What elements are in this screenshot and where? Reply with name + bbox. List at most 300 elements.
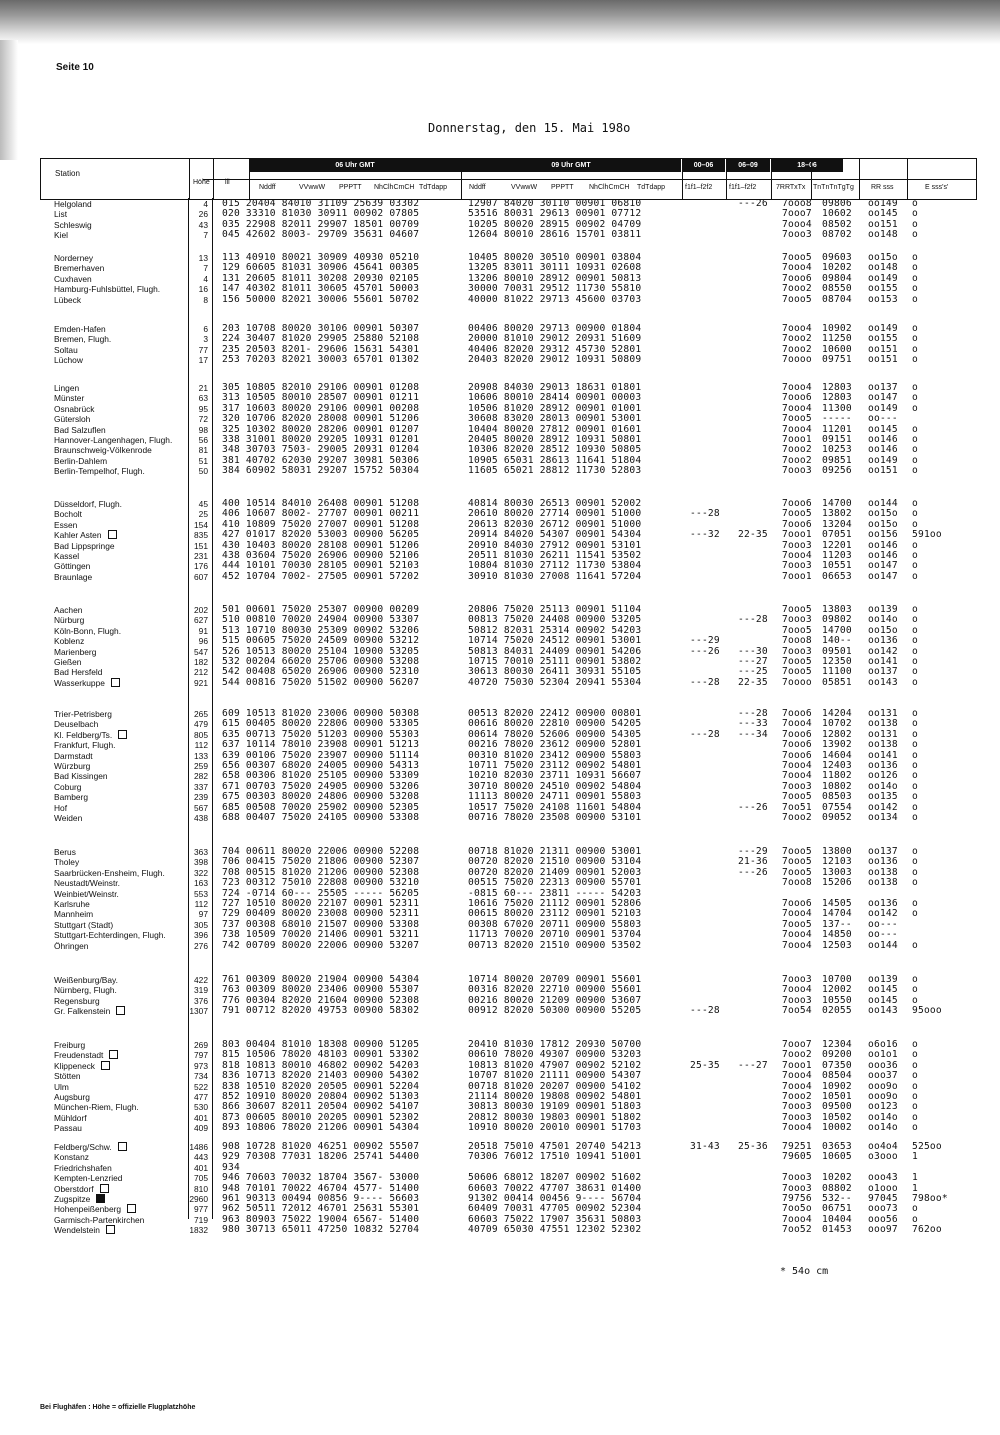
header-station: Station [55, 169, 80, 178]
tn-tg: 09802 [822, 614, 852, 626]
group-06-09: 06–09 [726, 159, 770, 172]
obs-06-utc: 224 30407 81020 29905 25880 52108 [222, 333, 420, 345]
station-height: 154 [194, 519, 208, 530]
e-sss: 1 [912, 1151, 918, 1163]
e-sss: o [912, 518, 918, 530]
station-label: Konstanz [54, 1152, 89, 1163]
station-label: Weinbiet/Weinstr. [54, 888, 119, 899]
tn-tg: 10700 [822, 974, 852, 985]
rr-sss: oo143 [868, 676, 898, 688]
station-height: 13 [198, 253, 208, 263]
obs-09-utc: 10616 75020 21112 00901 52806 [468, 898, 642, 909]
obs-09-utc: 30608 83020 28013 00901 53001 [468, 413, 642, 425]
tn-tg: 09501 [822, 645, 852, 657]
obs-06-utc: 961 90313 00494 00856 9---- 56603 [222, 1193, 420, 1204]
tn-tg: 10501 [822, 1091, 852, 1102]
wind-00-06: ---28 [690, 1005, 720, 1017]
tn-tg: 10902 [822, 323, 852, 334]
obs-06-utc: 035 22908 82011 29907 18501 00709 [222, 218, 420, 230]
e-sss: o [912, 604, 918, 615]
obs-09-utc: 11605 65021 28812 11730 52803 [468, 465, 642, 477]
tn-tg: 09804 [822, 272, 852, 284]
obs-09-utc: 00515 75020 22313 00900 55701 [468, 877, 642, 889]
obs-09-utc: 10404 80020 27812 00901 01601 [468, 423, 642, 435]
tn-tg: 11203 [822, 550, 852, 561]
tn-tg: 05851 [822, 676, 852, 688]
tn-tg: 09256 [822, 465, 852, 477]
filled-square-icon [96, 1194, 105, 1203]
obs-09-utc: 30000 70031 29512 11730 55810 [468, 283, 642, 295]
e-sss: o [912, 856, 918, 868]
tn-tg: 10550 [822, 994, 852, 1006]
e-sss: o [912, 402, 918, 414]
station-height: 63 [198, 393, 208, 404]
station-label: Mühldorf [54, 1112, 87, 1123]
obs-09-utc: 21114 80020 19808 00902 54801 [468, 1091, 642, 1102]
tn-tg: 09500 [822, 1101, 852, 1113]
tn-tg: 09851 [822, 454, 852, 466]
obs-09-utc: 40000 81022 29713 45600 03703 [468, 293, 642, 305]
obs-09-utc: 00316 82020 22710 00900 55601 [468, 984, 642, 996]
station-height: 202 [194, 605, 208, 615]
tn-tg: 07350 [822, 1059, 852, 1071]
e-sss: o [912, 708, 918, 719]
station-height: 56 [198, 435, 208, 445]
e-sss: o [912, 208, 918, 220]
rr-tx: 7oooo [782, 676, 812, 688]
station-label: List [54, 209, 68, 220]
obs-06-utc: 156 50000 82021 30006 55601 50702 [222, 293, 420, 305]
rr-sss: oo15o [868, 518, 898, 530]
tn-tg: 12201 [822, 539, 852, 551]
obs-09-utc: 50812 82031 25314 00902 54203 [468, 624, 642, 636]
obs-09-utc: 40709 65030 47551 12302 52302 [468, 1224, 642, 1236]
obs-09-utc: 10714 75020 24512 00901 53001 [468, 635, 642, 647]
header-nhclcmch: NhClhCmCH [374, 184, 415, 191]
wind-06-09: ---34 [738, 728, 768, 740]
station-label: München-Riem, Flugh. [54, 1102, 139, 1113]
rr-sss: oo126 [868, 770, 898, 782]
e-sss: o [912, 1203, 918, 1215]
rr-tx: 7ooo5 [782, 293, 812, 305]
obs-09-utc: 20610 80020 27714 00901 51000 [468, 508, 642, 520]
obs-09-utc: 00720 82020 21510 00900 53104 [468, 856, 642, 868]
tn-tg: 14604 [822, 749, 852, 761]
footnote: * 54o cm [780, 1266, 829, 1277]
rr-tx: 7ooo3 [782, 465, 812, 477]
obs-06-utc: 675 00303 80020 24806 00900 53208 [222, 791, 420, 803]
obs-06-utc: 637 10114 78010 23908 00901 51213 [222, 739, 420, 751]
tn-tg: 08502 [822, 218, 852, 230]
obs-06-utc: 815 10506 78020 48103 00901 53302 [222, 1049, 420, 1061]
obs-06-utc: 320 10706 82020 28008 00901 51206 [222, 413, 420, 425]
station-height: 627 [194, 615, 208, 626]
obs-09-utc: 00718 81020 21311 00900 53001 [468, 846, 642, 857]
rr-tx: 7ooo4 [782, 382, 812, 393]
tn-tg: 08503 [822, 791, 852, 803]
obs-06-utc: 203 10708 80020 30106 00901 50307 [222, 323, 420, 334]
obs-09-utc: 30710 80020 24510 00902 54804 [468, 780, 642, 792]
obs-09-utc: 10506 81020 28912 00901 01001 [468, 402, 642, 414]
obs-09-utc: 20000 81010 29012 20931 51609 [468, 333, 642, 345]
obs-06-utc: 384 60902 58031 29207 15752 50304 [222, 465, 420, 477]
wind-06-09: 21-36 [738, 856, 768, 868]
station-height: 363 [194, 847, 208, 857]
header-tdapp: TdTdapp [419, 184, 448, 191]
tn-tg: 12803 [822, 392, 852, 404]
e-sss: o [912, 283, 918, 295]
station-height: 719 [194, 1214, 208, 1225]
rr-sss: oo151 [868, 343, 898, 355]
station-label: Weiden [54, 813, 83, 823]
obs-09-utc: 00216 80020 21209 00900 53607 [468, 994, 642, 1006]
tn-tg: 10605 [822, 1151, 852, 1163]
rr-tx: 7ooo6 [782, 749, 812, 761]
e-sss: o [912, 1111, 918, 1123]
obs-09-utc: 20518 75010 47501 20740 54213 [468, 1141, 642, 1152]
obs-09-utc: 20403 82020 29012 10931 50809 [468, 354, 642, 366]
tn-tg: 08802 [822, 1182, 852, 1194]
obs-06-utc: 305 10805 82010 29106 00901 01208 [222, 382, 420, 393]
rr-tx: 7ooo3 [782, 645, 812, 657]
obs-09-utc: 20914 84020 54307 00901 54304 [468, 529, 642, 541]
station-height: 133 [194, 750, 208, 761]
rr-tx: 7ooo6 [782, 518, 812, 530]
rr-sss: oo142 [868, 645, 898, 657]
rr-sss: oo1o1 [868, 1049, 898, 1061]
e-sss: o [912, 354, 918, 366]
station-height: 17 [198, 355, 208, 366]
station-label: Feldberg/Schw. [54, 1142, 112, 1152]
e-sss: o [912, 1213, 918, 1225]
station-height: 151 [194, 540, 208, 551]
rr-sss: oo145 [868, 208, 898, 220]
obs-09-utc: 10405 80020 30510 00901 03804 [468, 252, 642, 263]
station-height: 163 [194, 878, 208, 889]
obs-09-utc: 20812 80030 19803 00901 51802 [468, 1111, 642, 1123]
station-label: Berus [54, 847, 76, 857]
station-height: 805 [194, 729, 208, 740]
tn-tg: 09151 [822, 434, 852, 445]
e-sss: o [912, 1080, 918, 1092]
station-height: 231 [194, 551, 208, 561]
square-icon [101, 1061, 110, 1070]
obs-06-utc: 400 10514 84010 26408 00901 51208 [222, 498, 420, 509]
header-ppptt: PPPTT [339, 184, 362, 191]
rr-sss: ooo97 [868, 1224, 898, 1236]
wind-06-09: ---26 [738, 866, 768, 878]
rr-sss: 97045 [868, 1193, 898, 1204]
e-sss: o [912, 343, 918, 355]
rr-sss: oo138 [868, 718, 898, 730]
tn-tg: 11300 [822, 402, 852, 414]
rr-tx: 7ooo4 [782, 423, 812, 435]
rr-tx: 7ooo3 [782, 539, 812, 551]
rr-sss: oo148 [868, 229, 898, 241]
obs-06-utc: 338 31001 80020 29205 10931 01201 [222, 434, 420, 445]
obs-09-utc: 30613 80030 26411 30931 55105 [468, 666, 642, 678]
tn-tg: 09603 [822, 252, 852, 263]
rr-sss: oo136 [868, 635, 898, 647]
station-label: Stuttgart-Echterdingen, Flugh. [54, 930, 166, 941]
obs-06-utc: 410 10809 75020 27007 00901 51208 [222, 518, 420, 530]
square-icon [118, 730, 127, 739]
tn-tg: ----- [822, 413, 852, 425]
obs-06-utc: 763 00309 80020 23406 00900 55307 [222, 984, 420, 996]
obs-09-utc: 53516 80031 29613 00901 07712 [468, 208, 642, 220]
obs-09-utc: 30813 80030 19109 00901 51803 [468, 1101, 642, 1113]
rr-sss: oo--- [868, 413, 898, 425]
rr-sss: oo145 [868, 984, 898, 996]
e-sss: o [912, 624, 918, 636]
station-label: Augsburg [54, 1092, 90, 1102]
obs-09-utc: 20613 82030 26712 00901 51000 [468, 518, 642, 530]
station-label: Nürnberg, Flugh. [54, 985, 117, 996]
tn-tg: 01453 [822, 1224, 852, 1236]
obs-06-utc: 515 00605 75020 24509 00900 53212 [222, 635, 420, 647]
station-label: Trier-Petrisberg [54, 709, 112, 719]
rr-sss: oo144 [868, 498, 898, 509]
rr-sss: oo15o [868, 624, 898, 636]
obs-09-utc: 00614 78020 52606 00900 54305 [468, 728, 642, 740]
rr-sss: oo--- [868, 929, 898, 941]
obs-09-utc: 20806 75020 25113 00901 51104 [468, 604, 642, 615]
rr-tx: 7ooo3 [782, 1101, 812, 1113]
tn-tg: 06653 [822, 570, 852, 582]
station-height: 77 [198, 344, 208, 355]
obs-06-utc: 738 10509 70020 21406 00901 53211 [222, 929, 420, 941]
rr-tx: 7oo51 [782, 801, 812, 813]
obs-06-utc: 742 00709 80020 22006 00900 53207 [222, 939, 420, 951]
rr-tx: 7ooo6 [782, 898, 812, 909]
obs-06-utc: 729 00409 80020 23008 00900 52311 [222, 908, 420, 920]
square-icon [111, 678, 120, 687]
obs-09-utc: 70306 76012 17510 10941 51001 [468, 1151, 642, 1163]
obs-06-utc: 818 10813 80010 46802 00902 54203 [222, 1059, 420, 1071]
e-sss: o [912, 423, 918, 435]
e-sss: o [912, 252, 918, 263]
station-label: Öhringen [54, 940, 89, 951]
station-height: 705 [194, 1173, 208, 1184]
obs-09-utc: 10910 80020 20010 00901 51703 [468, 1122, 642, 1134]
wind-06-09: 25-36 [738, 1141, 768, 1152]
obs-09-utc: 12604 80010 28616 15701 03811 [468, 229, 642, 241]
tn-tg: 10902 [822, 1080, 852, 1092]
rr-tx: 7ooo5 [782, 856, 812, 868]
obs-09-utc: 10210 82030 23711 10931 56607 [468, 770, 642, 782]
station-label: Tholey [54, 857, 80, 868]
header-hoehe: Höhe [193, 179, 210, 186]
obs-06-utc: 866 30607 82011 20504 00902 54107 [222, 1101, 420, 1113]
rr-tx: 7ooo2 [782, 1049, 812, 1061]
station-height: 81 [198, 445, 208, 456]
wind-00-06: ---28 [690, 508, 720, 520]
tn-tg: 13902 [822, 739, 852, 751]
station-height: 477 [194, 1092, 208, 1102]
station-label: Kempten-Lenzried [54, 1173, 123, 1184]
station-height: 4 [203, 199, 208, 209]
header-e-sss: E sss's' [925, 184, 949, 191]
rr-tx: 7ooo4 [782, 984, 812, 996]
rr-tx: 7ooo7 [782, 1039, 812, 1050]
station-height: 50 [198, 466, 208, 477]
wind-06-09: 22-35 [738, 676, 768, 688]
rr-sss: oo153 [868, 293, 898, 305]
e-sss: o [912, 760, 918, 771]
rr-tx: 7ooo3 [782, 974, 812, 985]
obs-09-utc: 12907 84020 30110 00901 06810 [468, 198, 642, 209]
e-sss: o [912, 728, 918, 740]
station-height: 977 [194, 1204, 208, 1215]
rr-sss: oo143 [868, 1005, 898, 1017]
station-label: Bamberg [54, 792, 88, 803]
station-label: Saarbrücken-Ensheim, Flugh. [54, 867, 165, 878]
rr-tx: 7ooo5 [782, 791, 812, 803]
obs-09-utc: 00718 81020 20207 00900 54102 [468, 1080, 642, 1092]
tn-tg: 10702 [822, 718, 852, 730]
rr-sss: oo145 [868, 994, 898, 1006]
station-height: 282 [194, 771, 208, 782]
station-height: 6 [203, 324, 208, 334]
rr-tx: 7oo52 [782, 1224, 812, 1236]
station-label: Marienberg [54, 646, 97, 657]
obs-06-utc: 253 70203 82021 30003 65701 01302 [222, 354, 420, 366]
rr-tx: 7ooo5 [782, 508, 812, 520]
rr-tx: 7ooo2 [782, 343, 812, 355]
tn-tg: 12304 [822, 1039, 852, 1050]
rr-sss: oo14o [868, 614, 898, 626]
obs-06-utc: 542 00408 65020 26906 00900 52310 [222, 666, 420, 678]
tn-tg: 08550 [822, 283, 852, 295]
station-height: 1307 [189, 1006, 208, 1017]
obs-06-utc: 706 00415 75020 21806 00900 52307 [222, 856, 420, 868]
footer-note: Bei Flughäfen : Höhe = offizielle Flugplatzhöhe [40, 1404, 196, 1411]
rr-tx: 7ooo2 [782, 454, 812, 466]
tn-tg: 13803 [822, 604, 852, 615]
rr-tx: 79756 [782, 1193, 812, 1204]
station-height: 443 [194, 1152, 208, 1163]
rr-sss: oo15o [868, 252, 898, 263]
station-height: 810 [194, 1183, 208, 1194]
rr-tx: 7ooo4 [782, 908, 812, 920]
station-label: Deuselbach [54, 719, 99, 730]
obs-09-utc: 20410 81030 17812 20930 50700 [468, 1039, 642, 1050]
tn-tg: 08702 [822, 229, 852, 241]
tn-tg: 11100 [822, 666, 852, 678]
rr-sss: oo123 [868, 1101, 898, 1113]
station-label: Bremen, Flugh. [54, 334, 112, 345]
square-icon [106, 1225, 115, 1234]
station-label: Gr. Falkenstein [54, 1006, 111, 1017]
obs-09-utc: 50813 84031 24409 00901 54206 [468, 645, 642, 657]
obs-06-utc: 609 10513 81020 23006 00900 50308 [222, 708, 420, 719]
station-label: Neustadt/Weinstr. [54, 878, 120, 889]
rr-sss: oo149 [868, 272, 898, 284]
tn-tg: 10802 [822, 780, 852, 792]
tn-tg: 07051 [822, 529, 852, 541]
e-sss: 762oo [912, 1224, 942, 1236]
station-height: 422 [194, 975, 208, 985]
rr-sss: o6o16 [868, 1039, 898, 1050]
station-label: Frankfurt, Flugh. [54, 740, 116, 751]
station-label: Freudenstadt [54, 1050, 104, 1061]
station-height: 547 [194, 646, 208, 657]
rr-tx: 7ooo4 [782, 929, 812, 941]
obs-06-utc: 776 00304 82020 21604 00900 52308 [222, 994, 420, 1006]
station-height: 797 [194, 1050, 208, 1061]
wind-06-09: ---29 [738, 846, 768, 857]
obs-06-utc: 235 20503 8201- 29606 15631 54301 [222, 343, 420, 355]
e-sss: o [912, 434, 918, 445]
station-label: Cuxhaven [54, 273, 92, 284]
e-sss: o [912, 614, 918, 626]
station-label: Schleswig [54, 219, 92, 230]
e-sss: o [912, 262, 918, 274]
obs-06-utc: 325 10302 80020 28206 00901 01207 [222, 423, 420, 435]
station-label: Berlin-Dahlem [54, 455, 108, 466]
station-height: 401 [194, 1112, 208, 1123]
station-height: 337 [194, 781, 208, 792]
obs-09-utc: 00813 75020 24408 00900 53205 [468, 614, 642, 626]
rr-tx: 7ooo4 [782, 550, 812, 561]
station-label: Coburg [54, 781, 82, 792]
station-height: 319 [194, 985, 208, 996]
rr-tx: 7ooo1 [782, 570, 812, 582]
rr-tx: 7ooo5 [782, 413, 812, 425]
obs-06-utc: 708 00515 81020 21206 00900 52308 [222, 866, 420, 878]
obs-09-utc: 20910 84030 27912 00901 53101 [468, 539, 642, 551]
obs-09-utc: 13205 83011 30111 10931 02608 [468, 262, 642, 274]
square-icon [109, 1050, 118, 1059]
rr-tx: 7ooo4 [782, 218, 812, 230]
station-height: 973 [194, 1060, 208, 1071]
tn-tg: 14700 [822, 498, 852, 509]
station-label: Karlsruhe [54, 899, 90, 909]
rr-sss: oo139 [868, 604, 898, 615]
rr-sss: oo137 [868, 382, 898, 393]
rr-tx: 7ooo5 [782, 846, 812, 857]
obs-06-utc: 873 00605 80010 20205 00901 52302 [222, 1111, 420, 1123]
e-sss: 798oo* [912, 1193, 948, 1204]
station-label: Essen [54, 519, 78, 530]
obs-06-utc: 852 10910 80020 20804 00902 51303 [222, 1091, 420, 1102]
rr-sss: ooo56 [868, 1213, 898, 1225]
rr-sss: oo4o4 [868, 1141, 898, 1152]
tn-tg: 10202 [822, 1172, 852, 1184]
station-label: Münster [54, 393, 85, 404]
square-icon [108, 530, 117, 539]
rr-sss: oo136 [868, 856, 898, 868]
station-height: 96 [198, 636, 208, 647]
rr-tx: 79605 [782, 1151, 812, 1163]
rr-tx: 7ooo3 [782, 560, 812, 572]
e-sss: o [912, 739, 918, 751]
station-height: 112 [194, 899, 208, 909]
station-height: 305 [194, 919, 208, 930]
rr-tx: 7ooo1 [782, 434, 812, 445]
e-sss: o [912, 560, 918, 572]
obs-06-utc: 948 70101 70022 46704 4577- 51400 [222, 1182, 420, 1194]
rr-tx: 7ooo6 [782, 272, 812, 284]
station-label: Hohenpeißenberg [54, 1204, 122, 1215]
rr-sss: oo149 [868, 323, 898, 334]
rr-sss: o3ooo [868, 1151, 898, 1163]
station-label: Bad Kissingen [54, 771, 108, 782]
tn-tg: 10502 [822, 1111, 852, 1123]
station-height: 276 [194, 940, 208, 951]
rr-sss: oo155 [868, 283, 898, 295]
station-height: 269 [194, 1040, 208, 1050]
